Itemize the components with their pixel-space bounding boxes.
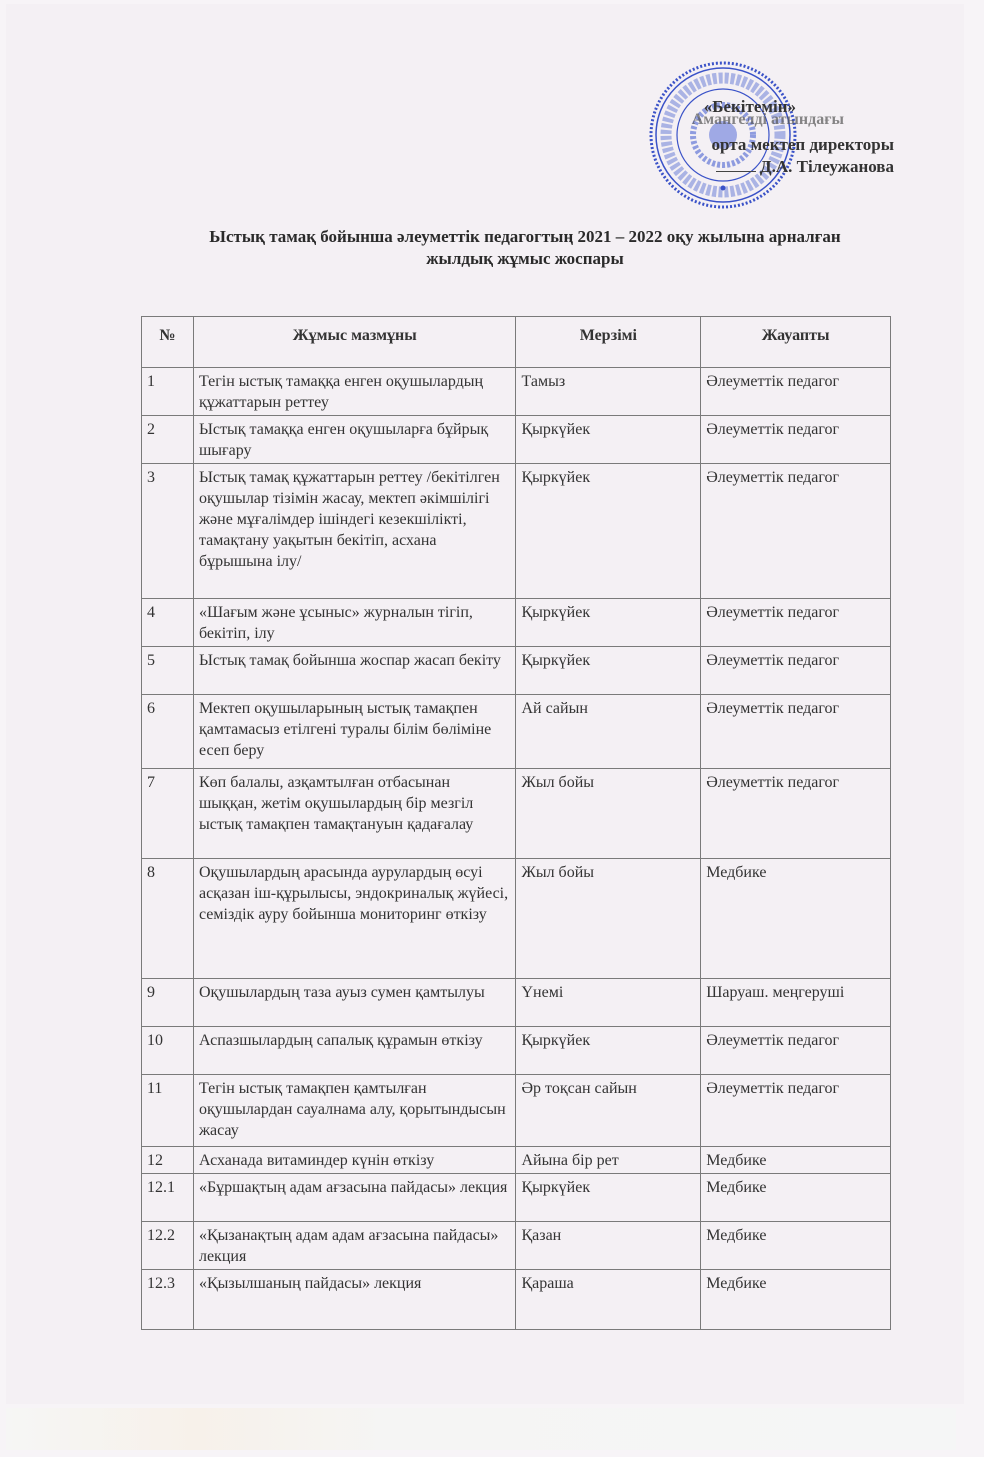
table-row: [142, 1027, 891, 1075]
row-task: «Қызанақтың адам адам ағзасына пайдасы» лекция: [193, 1222, 516, 1270]
row-term: Қыркүйек: [516, 1174, 701, 1222]
header-responsible: Жауапты: [701, 317, 891, 368]
table-row: [142, 1075, 891, 1147]
row-number: 5: [142, 647, 194, 695]
row-task: «Қызылшаның пайдасы» лекция: [193, 1270, 516, 1330]
row-responsible: Әлеуметтік педагог: [701, 1027, 891, 1075]
table-row: [142, 368, 891, 416]
row-number: 2: [142, 416, 194, 464]
row-number: 7: [142, 769, 194, 859]
table-row: [142, 647, 891, 695]
row-responsible: Медбике: [701, 1270, 891, 1330]
row-task: Көп балалы, азқамтылған отбасынан шыққан, жетім оқушылардың бір мезгіл ыстық тамақпен тамақтануын қадағалау: [193, 769, 516, 859]
row-task: Ыстық тамақ бойынша жоспар жасап бекіту: [193, 647, 516, 695]
header-term: Мерзімі: [516, 317, 701, 368]
row-number: 8: [142, 859, 194, 979]
row-term: Қыркүйек: [516, 416, 701, 464]
row-responsible: Әлеуметтік педагог: [701, 464, 891, 599]
row-term: Үнемі: [516, 979, 701, 1027]
row-term: Қазан: [516, 1222, 701, 1270]
row-task: Асханада витаминдер күнін өткізу: [193, 1147, 516, 1174]
row-responsible: Әлеуметтік педагог: [701, 368, 891, 416]
row-number: 11: [142, 1075, 194, 1147]
table-row: [142, 1270, 891, 1330]
row-task: Ыстық тамақ құжаттарын реттеу /бекітілген оқушылар тізімін жасау, мектеп әкімшілігі және мұғалімдер ішіндегі кезекшілікті, тамақтану уақытын бекітіп, асхана бұрышына ілу/: [193, 464, 516, 599]
table-row: [142, 1147, 891, 1174]
row-task: «Бұршақтың адам ағзасына пайдасы» лекция: [193, 1174, 516, 1222]
signature-line: [716, 157, 756, 172]
row-responsible: Медбике: [701, 1147, 891, 1174]
row-responsible: Әлеуметтік педагог: [701, 1075, 891, 1147]
row-number: 9: [142, 979, 194, 1027]
table-row: [142, 695, 891, 769]
row-task: Аспазшылардың сапалық құрамын өткізу: [193, 1027, 516, 1075]
row-term: Жыл бойы: [516, 859, 701, 979]
row-responsible: Әлеуметтік педагог: [701, 695, 891, 769]
row-term: Тамыз: [516, 368, 701, 416]
row-responsible: Әлеуметтік педагог: [701, 599, 891, 647]
row-responsible: Әлеуметтік педагог: [701, 769, 891, 859]
row-task: «Шағым және ұсыныс» журналын тігіп, бекітіп, ілу: [193, 599, 516, 647]
row-task: Мектеп оқушыларының ыстық тамақпен қамтамасыз етілгені туралы білім бөліміне есеп беру: [193, 695, 516, 769]
row-term: Қыркүйек: [516, 599, 701, 647]
scan-edge: [6, 1408, 956, 1450]
row-responsible: Медбике: [701, 1222, 891, 1270]
row-number: 12.1: [142, 1174, 194, 1222]
row-term: Қыркүйек: [516, 647, 701, 695]
row-term: Айына бір рет: [516, 1147, 701, 1174]
row-task: Оқушылардың арасында аурулардың өсуі асқазан іш-құрылысы, эндокриналық жүйесі, семіздік ауру бойынша мониторинг өткізу: [193, 859, 516, 979]
row-term: Ай сайын: [516, 695, 701, 769]
row-term: Жыл бойы: [516, 769, 701, 859]
table-row: [142, 1174, 891, 1222]
row-term: Әр тоқсан сайын: [516, 1075, 701, 1147]
header-task: Жұмыс мазмұны: [193, 317, 516, 368]
row-number: 3: [142, 464, 194, 599]
table-header-row: [142, 317, 891, 368]
approval-position: орта мектеп директоры: [711, 135, 894, 154]
table-row: [142, 769, 891, 859]
table-row: [142, 599, 891, 647]
table-row: [142, 979, 891, 1027]
table-row: [142, 464, 891, 599]
document-title: [150, 226, 900, 270]
table-row: [142, 416, 891, 464]
row-number: 12: [142, 1147, 194, 1174]
row-number: 12.2: [142, 1222, 194, 1270]
title-line-2: жылдық жұмыс жоспары: [426, 249, 624, 268]
row-responsible: Әлеуметтік педагог: [701, 416, 891, 464]
row-term: Қыркүйек: [516, 464, 701, 599]
approval-signatory: [716, 156, 894, 178]
row-task: Оқушылардың таза ауыз сумен қамтылуы: [193, 979, 516, 1027]
title-line-1: Ыстық тамақ бойынша әлеуметтік педагогтың 2021 – 2022 оқу жылына арналған: [209, 227, 841, 246]
row-responsible: Шаруаш. меңгеруші: [701, 979, 891, 1027]
row-term: Қараша: [516, 1270, 701, 1330]
row-task: Тегін ыстық тамаққа енген оқушылардың құжаттарын реттеу: [193, 368, 516, 416]
row-responsible: Медбике: [701, 1174, 891, 1222]
table-row: [142, 1222, 891, 1270]
row-number: 12.3: [142, 1270, 194, 1330]
row-number: 10: [142, 1027, 194, 1075]
row-number: 1: [142, 368, 194, 416]
table-row: [142, 859, 891, 979]
director-name: Д.А. Тілеужанова: [759, 157, 894, 176]
row-task: Тегін ыстық тамақпен қамтылған оқушылардан сауалнама алу, қорытындысын жасау: [193, 1075, 516, 1147]
row-number: 6: [142, 695, 194, 769]
row-task: Ыстық тамаққа енген оқушыларға бұйрық шығару: [193, 416, 516, 464]
row-term: Қыркүйек: [516, 1027, 701, 1075]
row-responsible: Әлеуметтік педагог: [701, 647, 891, 695]
header-number: №: [142, 317, 194, 368]
work-plan-table: [141, 316, 891, 1330]
row-responsible: Медбике: [701, 859, 891, 979]
approval-heading: «Бекітемін»: [703, 97, 796, 116]
row-number: 4: [142, 599, 194, 647]
approval-school-name: Амангелді атындағы: [691, 111, 844, 128]
